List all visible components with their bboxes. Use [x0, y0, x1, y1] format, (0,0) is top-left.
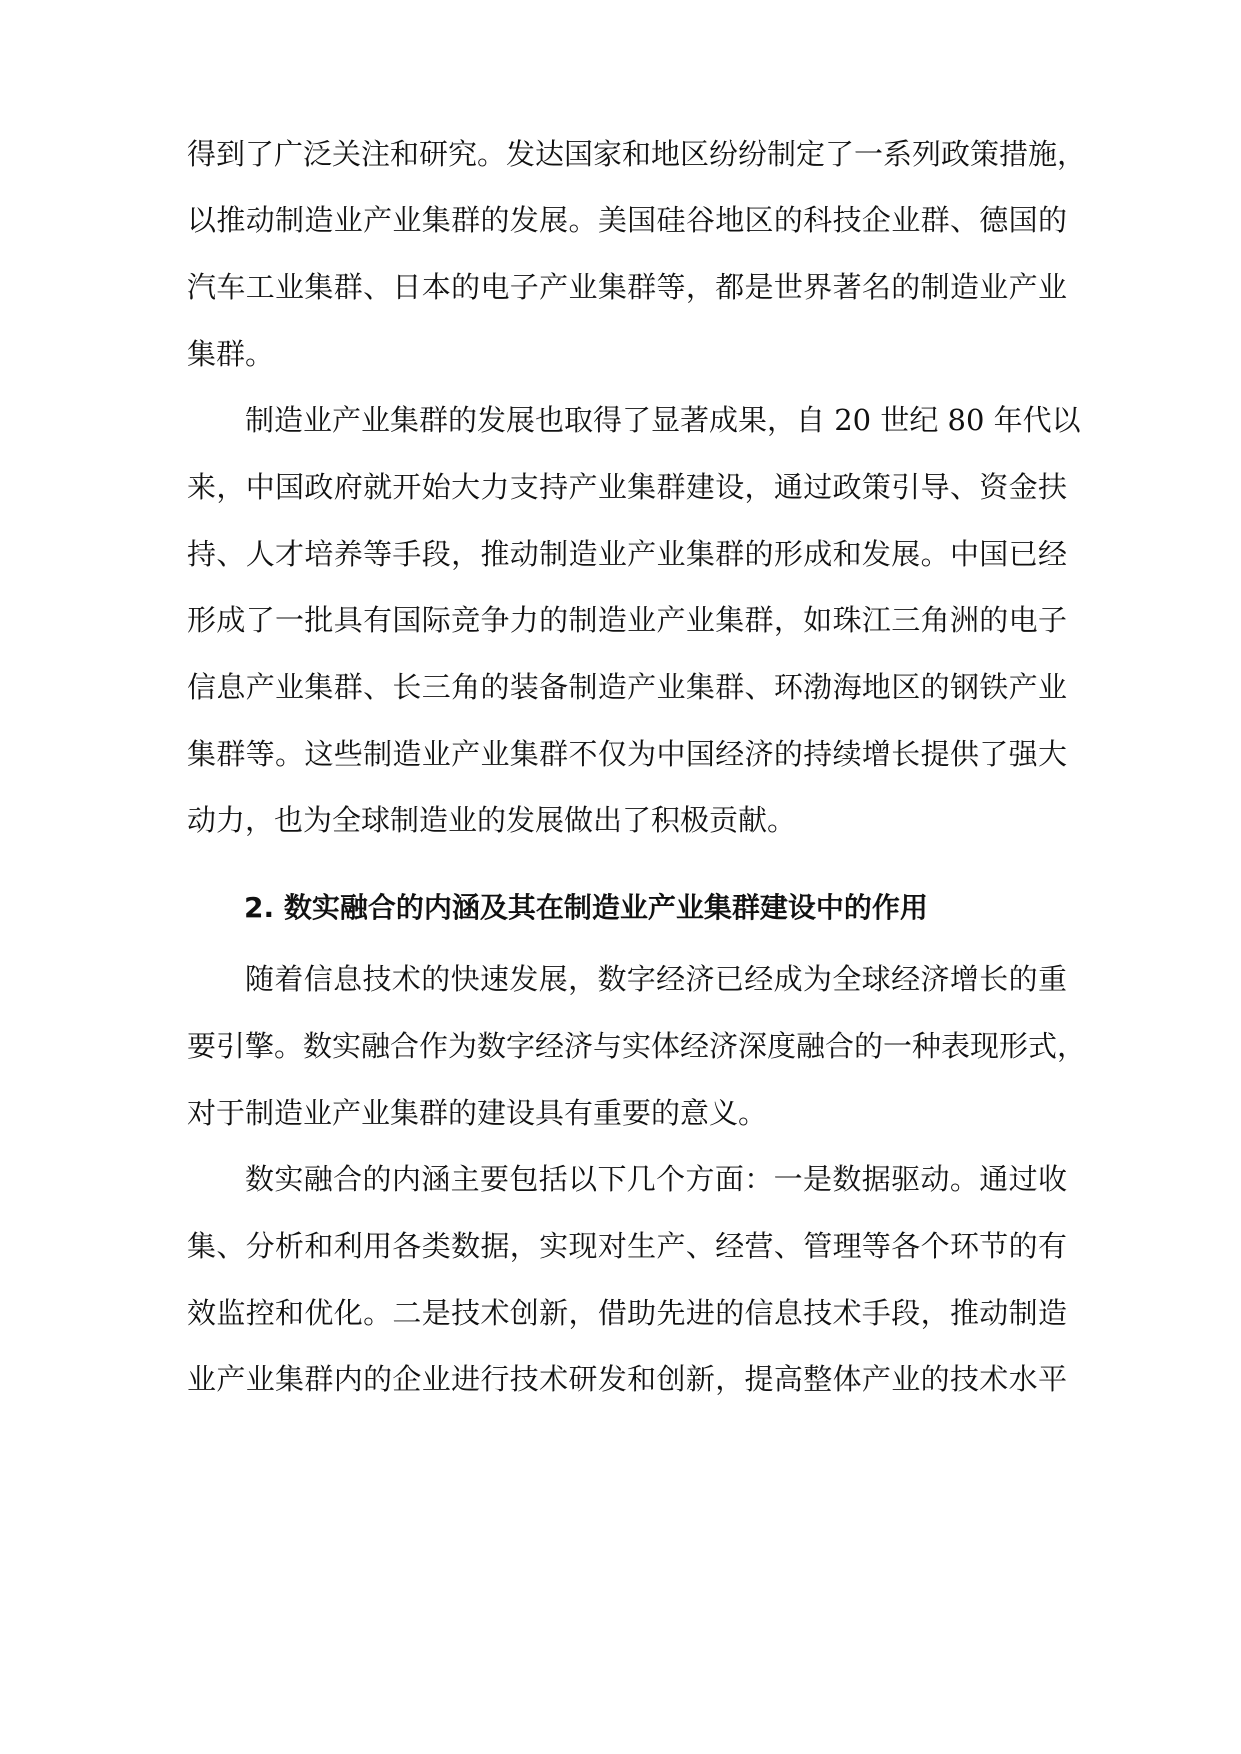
text-line: 要引擎。数实融合作为数字经济与实体经济深度融合的一种表现形式，: [187, 1029, 1087, 1063]
text-line: 形成了一批具有国际竞争力的制造业产业集群，如珠江三角洲的电子: [187, 603, 1067, 637]
text-line: 集群。: [187, 337, 275, 371]
text-line: 对于制造业产业集群的建设具有重要的意义。: [187, 1096, 768, 1130]
text-line: 集群等。这些制造业产业集群不仅为中国经济的持续增长提供了强大: [187, 737, 1067, 771]
text-line: 以推动制造业产业集群的发展。美国硅谷地区的科技企业群、德国的: [187, 203, 1067, 237]
text-line: 集、分析和利用各类数据，实现对生产、经营、管理等各个环节的有: [187, 1229, 1067, 1263]
text-line: 业产业集群内的企业进行技术研发和创新，提高整体产业的技术水平: [187, 1362, 1067, 1396]
paragraph-first-line: 数实融合的内涵主要包括以下几个方面：一是数据驱动。通过收: [245, 1162, 1067, 1196]
text-line: 得到了广泛关注和研究。发达国家和地区纷纷制定了一系列政策措施，: [187, 137, 1087, 171]
text-line: 汽车工业集群、日本的电子产业集群等，都是世界著名的制造业产业: [187, 270, 1067, 304]
text-line: 动力，也为全球制造业的发展做出了积极贡献。: [187, 803, 797, 837]
section-heading: 2. 数实融合的内涵及其在制造业产业集群建设中的作用: [244, 891, 928, 924]
text-line: 信息产业集群、长三角的装备制造产业集群、环渤海地区的钢铁产业: [187, 670, 1067, 704]
text-line: 效监控和优化。二是技术创新，借助先进的信息技术手段，推动制造: [187, 1296, 1067, 1330]
text-line: 持、人才培养等手段，推动制造业产业集群的形成和发展。中国已经: [187, 537, 1067, 571]
paragraph-first-line: 随着信息技术的快速发展，数字经济已经成为全球经济增长的重: [245, 962, 1067, 996]
text-line: 来，中国政府就开始大力支持产业集群建设，通过政策引导、资金扶: [187, 470, 1067, 504]
paragraph-first-line: 制造业产业集群的发展也取得了显著成果，自 20 世纪 80 年代以: [245, 403, 1081, 437]
